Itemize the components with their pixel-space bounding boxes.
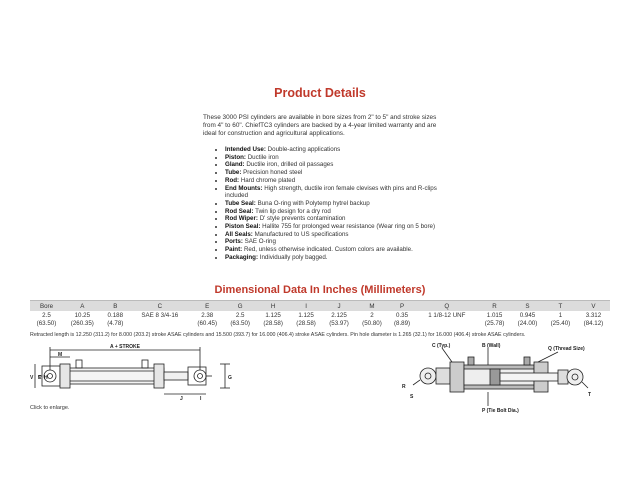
q-label: Q (Thread Size) [548,346,585,352]
table-cell: 0.188 (4.78) [107,312,124,327]
list-item: • Packaging: Individually poly bagged. [225,254,460,262]
table-cell: 2.38 (60.45) [197,312,218,327]
table-header: I [290,301,323,312]
v-label: V [30,375,34,381]
table-header: M [356,301,389,312]
list-item: • Tube Seal: Buna O-ring with Polytemp hytrel backup [225,200,460,208]
cylinder-cross-section-diagram[interactable] [398,340,598,415]
cylinder-side-diagram[interactable] [30,340,245,402]
list-item: • Ports: SAE O-ring [225,238,460,246]
r-label: R [402,384,406,390]
table-cell: SAE 8 3/4-16 [141,312,179,319]
list-item: • Gland: Ductile iron, drilled oil passages [225,161,460,169]
table-cell: 0.945 (24.00) [517,312,538,327]
table-cell: 10.25 (260.35) [70,312,94,327]
g-label: G [228,375,232,381]
table-header: Q [416,301,478,312]
table-cell: 1.015 (25.78) [484,312,505,327]
list-item: • Rod: Hard chrome plated [225,177,460,185]
table-header: G [224,301,257,312]
p-label: P (Tie Bolt Dia.) [482,408,519,414]
page-title: Product Details [274,86,366,100]
retracted-length-note: Retracted length is 12.250 (311.2) for 8.000 (203.2) stroke ASAE cylinders and 15.500 (393.7) for 16.000 (406.4) stroke ASAE cylinders. Pin hole diameter is 1.265 (32.1) for 16.000 (406.4) stroke ASAE cylinders. [30,332,526,338]
b-label: B (Wall) [482,343,501,349]
list-item: • End Mounts: High strength, ductile iron female clevises with pins and R-clips included [225,185,460,200]
intro-paragraph: These 3000 PSI cylinders are available in bore sizes from 2" to 5" and stroke sizes from 4" to 60". ChiefTC3 cylinders are backed by a 4-year limited warranty and are ideal for construction and agricultural applications. [203,114,437,138]
table-header: H [257,301,290,312]
table-header: B [102,301,129,312]
dimensional-data-title: Dimensional Data In Inches (Millimeters) [214,284,426,296]
list-item: • Rod Wiper: D' style prevents contamination [225,215,460,223]
table-cell: 2.125 (53.97) [329,312,349,327]
list-item: • Intended Use: Double-acting applications [225,146,460,154]
c-label: C (Typ.) [432,343,451,349]
table-header: Bore [30,301,63,312]
s-label: S [410,394,414,400]
table-cell: 1 1/8-12 UNF [428,312,466,319]
table-header: J [323,301,356,312]
table-cell: 3.312 (84.12) [583,312,604,327]
spec-list [215,146,460,262]
click-to-enlarge-text[interactable]: Click to enlarge. [30,405,70,411]
list-item: • Piston Seal: Hallite 755 for prolonged wear resistance (Wear ring on 5 bore) [225,223,460,231]
table-header: V [577,301,610,312]
table-header: A [63,301,102,312]
table-cell: 2 (50.80) [362,312,382,327]
table-cell: 1.125 (28.58) [296,312,316,327]
table-header: C [129,301,191,312]
i-label: I [200,396,202,402]
table-header: P [388,301,415,312]
h-label: H [44,375,48,381]
table-cell: 1 (25.40) [550,312,571,327]
list-item: • All Seals: Manufactured to US specifications [225,231,460,239]
table-header: S [511,301,544,312]
table-header: T [544,301,577,312]
t-label: T [588,392,592,398]
table-cell: 2.5 (63.50) [230,312,250,327]
table-header-row [30,301,610,312]
table-cell: 2.5 (63.50) [36,312,57,327]
list-item: • Tube: Precision honed steel [225,169,460,177]
m-label: M [58,352,63,358]
e-label: E [38,375,42,381]
table-row [30,311,610,328]
table-cell: 0.35 (8.89) [393,312,411,327]
table-header: E [191,301,224,312]
table-header: R [478,301,511,312]
table-cell: 1.125 (28.58) [263,312,283,327]
j-label: J [180,396,183,402]
list-item: • Rod Seal: Twin lip design for a dry rod [225,208,460,216]
stroke-label: A + STROKE [110,344,140,350]
dimension-table [30,300,610,328]
list-item: • Piston: Ductile iron [225,154,460,162]
list-item: • Paint: Red, unless otherwise indicated. Custom colors are available. [225,246,460,254]
